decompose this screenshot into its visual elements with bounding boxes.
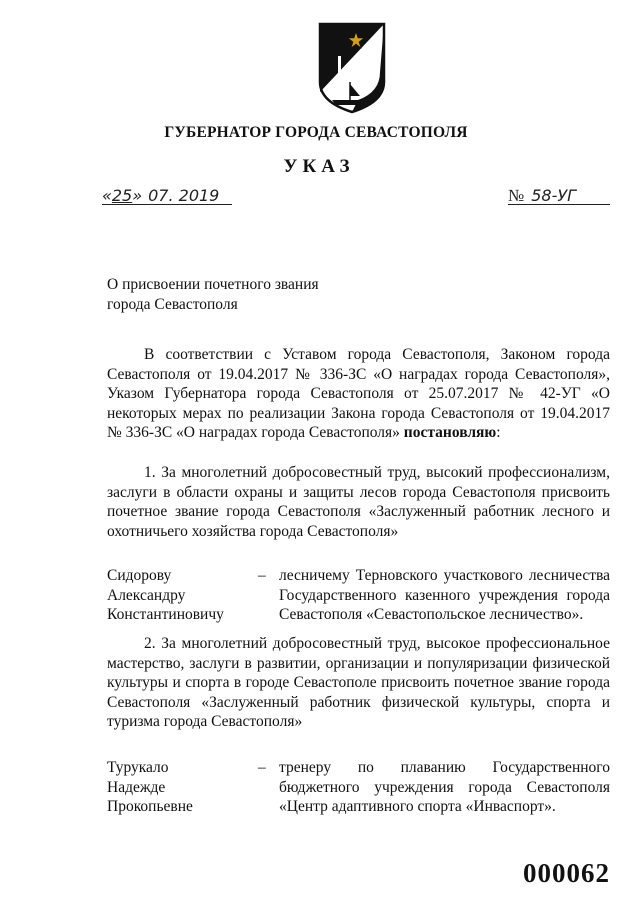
document-subject	[107, 275, 407, 314]
recipient-1-first-name: Александру	[107, 586, 186, 604]
date-close-quote: »	[132, 186, 143, 205]
number-label: №	[508, 186, 525, 205]
number-field	[508, 186, 610, 205]
recipient-1-patronymic: Константиновичу	[107, 606, 224, 623]
coat-of-arms-icon	[318, 22, 386, 114]
recipient-1-name	[107, 566, 247, 625]
item-1-paragraph	[107, 463, 610, 541]
item-2-paragraph	[107, 634, 610, 732]
date-field	[102, 186, 232, 205]
item-1-recipient	[107, 566, 610, 626]
recipient-2-surname: Турукало	[107, 759, 169, 776]
recipient-2-description: тренеру по плаванию Государственного бюджетного учреждения города Севастополя «Центр адаптивного спорта «Инваспорт».	[279, 759, 610, 815]
document-type: УКАЗ	[283, 156, 355, 177]
recipient-1-surname: Сидорову	[107, 567, 172, 584]
document-serial-number: 000062	[523, 858, 610, 888]
recipient-1-dash: –	[258, 567, 266, 584]
recipient-2-patronymic: Прокопьевне	[107, 798, 193, 815]
item-2-recipient	[107, 758, 610, 818]
issuer-title: ГУБЕРНАТОР ГОРОДА СЕВАСТОПОЛЯ	[164, 124, 468, 141]
preamble-end: :	[496, 424, 501, 441]
item-1-text: 1. За многолетний добросовестный труд, высокий профессионализм, заслуги в области охраны и защиты лесов города Севастополя присвоить почетное звание города Севастополя «Заслуженный работник лесного и охотничьего хозяйства города Севастополя»	[107, 464, 610, 540]
recipient-2-dash: –	[258, 759, 266, 776]
subject-line-1: О присвоении почетного звания	[107, 276, 319, 293]
date-month-year: 07. 2019	[148, 186, 220, 205]
recipient-1-description: лесничему Терновского участкового лесничества Государственного казенного учреждения города Севастополя «Севастопольское лесничество».	[279, 567, 610, 623]
date-open-quote: «	[102, 186, 112, 205]
preamble-paragraph	[107, 345, 610, 443]
number-value: 58-УГ	[531, 186, 577, 205]
subject-line-2: города Севастополя	[107, 295, 238, 313]
recipient-2-first-name: Надежде	[107, 778, 166, 796]
preamble-text: В соответствии с Уставом города Севастополя, Законом города Севастополя от 19.04.2017 № 336-ЗС «О наградах города Севастополя», Указом Губернатора города Севастополя от 25.07.2017 № 42-УГ «О некоторых мерах по реализации Закона города Севастополя от 19.04.2017 № 336-ЗС «О наградах города Севастополя»	[107, 346, 610, 441]
recipient-2-name	[107, 758, 247, 817]
preamble-keyword: постановляю	[403, 424, 497, 441]
item-2-text: 2. За многолетний добросовестный труд, высокое профессиональное мастерство, заслуги в развитии, организации и популяризации физической культуры и спорта в городе Севастополе присвоить почетное звание города Севастополя «Заслуженный работник физической культуры, спорта и туризма города Севастополя»	[107, 635, 610, 730]
date-day: 25	[111, 186, 133, 205]
